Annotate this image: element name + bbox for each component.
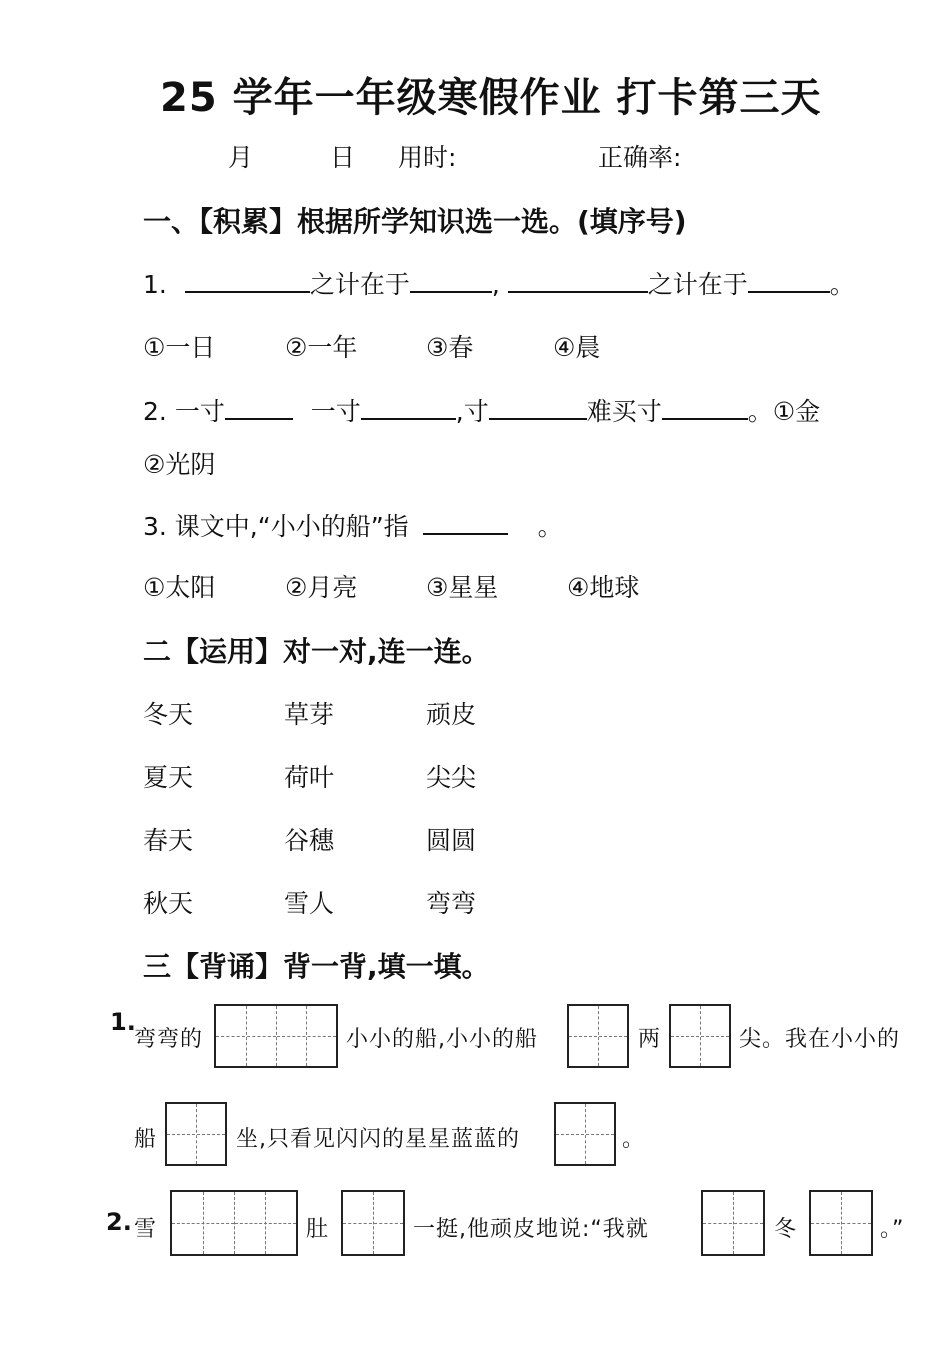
- q2-text-6: ②光阴: [143, 450, 216, 479]
- q2-blank-1[interactable]: [225, 396, 293, 420]
- question-2: [143, 392, 820, 428]
- p1-text-a: 弯弯的: [134, 1027, 204, 1052]
- q3-option-2: ②月亮: [285, 573, 358, 602]
- noun-grass-bud[interactable]: 草芽: [284, 700, 335, 729]
- q3-option-4: ④地球: [567, 573, 640, 602]
- q3-end: 。: [537, 512, 563, 541]
- tianzige-box-1[interactable]: [554, 1102, 616, 1166]
- page-title: 25 学年一年级寒假作业 打卡第三天: [160, 75, 822, 121]
- q2-text-2: 一寸: [310, 397, 361, 426]
- p2-text-c: 一挺,他顽皮地说:“我就: [413, 1217, 649, 1242]
- question-3: [143, 507, 563, 543]
- section1-heading: 一、【积累】根据所学知识选一选。(填序号): [143, 205, 687, 238]
- q1-number: 1.: [143, 270, 167, 299]
- p2-text-e: 。”: [880, 1217, 905, 1242]
- tianzige-box-2[interactable]: [214, 1004, 338, 1068]
- noun-snowman[interactable]: 雪人: [284, 889, 335, 918]
- q1-option-1: ①一日: [143, 333, 216, 362]
- q2-number: 2.: [143, 397, 167, 426]
- tianzige-box-1[interactable]: [669, 1004, 731, 1068]
- month-label: 月: [228, 143, 254, 172]
- season-autumn[interactable]: 秋天: [143, 889, 194, 918]
- q2-text-5: 。①金: [747, 397, 821, 426]
- q1-blank-1[interactable]: [185, 269, 310, 293]
- section3-heading: 三【背诵】背一背,填一填。: [143, 950, 490, 983]
- p1-text-b: 小小的船,小小的船: [346, 1027, 538, 1052]
- accuracy-label: 正确率:: [598, 143, 682, 172]
- q1-blank-4[interactable]: [748, 269, 830, 293]
- p1-number: 1.: [110, 1008, 136, 1036]
- tianzige-box-1[interactable]: [165, 1102, 227, 1166]
- q1-blank-3[interactable]: [508, 269, 648, 293]
- q1-text-2: 之计在于: [647, 270, 748, 299]
- q2-blank-3[interactable]: [489, 396, 587, 420]
- q2-text-3: ,寸: [455, 397, 489, 426]
- tianzige-box-1[interactable]: [567, 1004, 629, 1068]
- q1-blank-2[interactable]: [410, 269, 492, 293]
- p2-text-d: 冬: [774, 1217, 798, 1242]
- p2-text-b: 肚: [306, 1217, 330, 1242]
- q1-comma: ,: [491, 270, 500, 299]
- q2-text-4: 难买寸: [586, 397, 662, 426]
- q2-blank-4[interactable]: [662, 396, 748, 420]
- p1-text-g: 。: [622, 1127, 646, 1152]
- q1-end: 。: [829, 270, 855, 299]
- season-summer[interactable]: 夏天: [143, 763, 194, 792]
- noun-lotus-leaf[interactable]: 荷叶: [284, 763, 335, 792]
- q3-option-3: ③星星: [426, 573, 499, 602]
- adj-round[interactable]: 圆圆: [426, 826, 477, 855]
- tianzige-box-1[interactable]: [341, 1190, 405, 1256]
- adj-naughty[interactable]: 顽皮: [426, 700, 477, 729]
- season-winter[interactable]: 冬天: [143, 700, 194, 729]
- p2-number: 2.: [106, 1208, 132, 1236]
- q2-text-1: 一寸: [174, 397, 225, 426]
- section2-heading: 二【运用】对一对,连一连。: [143, 635, 490, 668]
- p1-text-c: 两: [638, 1027, 662, 1052]
- tianzige-box-2[interactable]: [170, 1190, 298, 1256]
- p2-text-a: 雪: [134, 1217, 158, 1242]
- q1-option-4: ④晨: [553, 333, 601, 362]
- q1-option-2: ②一年: [285, 333, 358, 362]
- q3-text: 3. 课文中,“小小的船”指: [143, 512, 409, 541]
- adj-curved[interactable]: 弯弯: [426, 889, 477, 918]
- q3-option-1: ①太阳: [143, 573, 216, 602]
- season-spring[interactable]: 春天: [143, 826, 194, 855]
- day-label: 日: [330, 143, 356, 172]
- tianzige-box-1[interactable]: [701, 1190, 765, 1256]
- time-used-label: 用时:: [398, 143, 457, 172]
- q2-blank-2[interactable]: [361, 396, 456, 420]
- question-1: [143, 265, 855, 301]
- tianzige-box-1[interactable]: [809, 1190, 873, 1256]
- q1-option-3: ③春: [426, 333, 474, 362]
- adj-pointed[interactable]: 尖尖: [426, 763, 477, 792]
- p1-text-f: 坐,只看见闪闪的星星蓝蓝的: [236, 1127, 520, 1152]
- noun-grain-ear[interactable]: 谷穗: [284, 826, 335, 855]
- p1-text-d: 尖。我在小小的: [739, 1027, 901, 1052]
- q3-blank[interactable]: [423, 511, 508, 535]
- p1-text-e: 船: [134, 1127, 158, 1152]
- q1-text-1: 之计在于: [309, 270, 410, 299]
